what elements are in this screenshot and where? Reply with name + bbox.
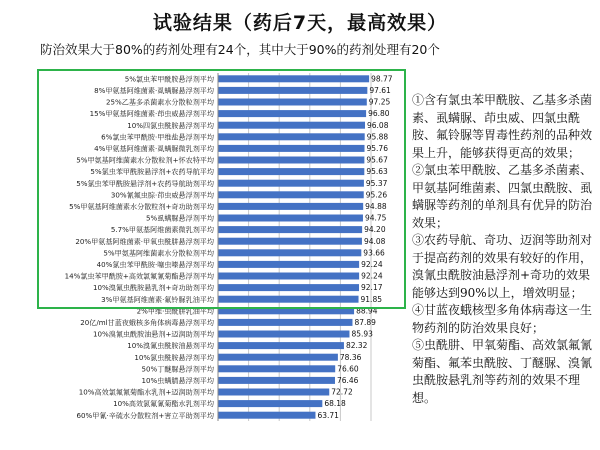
bar	[218, 238, 362, 245]
bar	[218, 99, 367, 106]
note-4: ④甘蓝夜蛾核型多角体病毒这一生物药剂的防治效果良好；	[412, 303, 593, 335]
data-label: 95.26	[365, 190, 388, 200]
data-label: 94.88	[365, 202, 387, 211]
category-label: 10%高效氯氟氰菊酯水乳剂+迈润助剂平均	[78, 387, 214, 397]
data-label: 96.08	[367, 120, 389, 130]
bar	[218, 296, 359, 303]
data-label: 95.88	[366, 132, 389, 142]
data-label: 85.93	[351, 329, 373, 339]
data-label: 82.32	[345, 341, 368, 351]
data-label: 95.37	[365, 178, 388, 188]
bar	[218, 145, 365, 152]
category-label: 5%甲氨基阿维菌素水分散粒剂+怀农特平均	[76, 155, 214, 165]
category-label: 6%氯虫苯甲酰胺·甲维盐悬浮剂平均	[101, 132, 214, 142]
bar	[218, 412, 315, 419]
category-label: 50%丁醚脲悬浮剂平均	[141, 364, 214, 374]
bar	[218, 342, 344, 349]
category-label: 10%高效氯氟氰菊酯水乳剂平均	[113, 399, 214, 409]
bar	[218, 133, 365, 140]
category-label: 3%甲氨基阿维菌素·氟铃脲乳油平均	[101, 294, 214, 304]
category-label: 2%甲维·虫酰肼乳油平均	[136, 306, 214, 316]
category-label: 5%甲氨基阿维菌素水分散粒剂平均	[103, 248, 214, 258]
bar	[218, 122, 365, 129]
bar	[218, 389, 329, 396]
note-3: ③农药导航、奇功、迈润等助剂对于提高药剂的效果有较好的作用，溴氰虫酰胺油悬浮剂+奇功的效果能够达到90%以上，增效明显；	[412, 233, 593, 300]
data-label: 95.76	[366, 144, 388, 153]
bar	[218, 400, 322, 407]
data-label: 92.24	[361, 271, 383, 281]
bar	[218, 110, 366, 117]
bar	[218, 377, 335, 384]
bar	[218, 284, 359, 291]
category-label: 10%氯虫酰胺悬浮剂平均	[134, 352, 214, 362]
data-label: 76.60	[337, 364, 359, 374]
category-label: 5%氯虫苯甲酰胺悬浮剂+农药导航平均	[90, 167, 214, 177]
bar	[218, 365, 335, 372]
bar	[218, 273, 359, 280]
data-label: 87.89	[354, 318, 376, 327]
category-label: 5%甲氨基阿维菌素水分散粒剂+奇功助剂平均	[69, 202, 214, 211]
data-label: 97.25	[368, 97, 391, 107]
page-subtitle: 防治效果大于80%的药剂处理有24个，其中大于90%的药剂处理有20个	[40, 42, 440, 57]
note-5: ⑤虫酰肼、甲氧菊酯、高效氯氟氰菊酯、氟苯虫酰胺、丁醚脲、溴氰虫酰胺悬乳剂等药剂的效果不理想。	[412, 338, 593, 405]
category-label: 5%虱螨脲悬浮剂平均	[145, 213, 214, 223]
data-label: 94.20	[364, 225, 386, 235]
category-label: 40%氯虫苯甲酰胺·噻虫嗪悬浮剂平均	[96, 260, 214, 269]
category-label: 10%溴氰虫酰胺油悬剂+迈润助剂平均	[92, 329, 214, 339]
category-label: 10%四氯虫酰胺悬浮剂平均	[127, 120, 214, 130]
data-label: 96.80	[368, 109, 390, 119]
bar	[218, 261, 359, 268]
bar	[218, 191, 364, 198]
data-label: 93.66	[363, 248, 385, 258]
category-label: 10%虫螨腈悬浮剂平均	[141, 376, 214, 385]
category-label: 20亿/ml甘蓝夜蛾核多角体病毒悬浮剂平均	[80, 318, 214, 327]
note-2: ②氯虫苯甲酰胺、乙基多杀菌素、甲氨基阿维菌素、四氯虫酰胺、虱螨脲等药剂的单剂具有优异的防治效果；	[412, 163, 593, 230]
category-label: 4%甲氨基阿维菌素·虱螨脲微乳剂平均	[94, 144, 214, 153]
category-label: 14%氯虫苯甲酰胺+高效氯氟氰菊酯悬浮剂平均	[64, 271, 214, 281]
category-label: 15%甲氨基阿维菌素·茚虫威悬浮剂平均	[89, 109, 214, 119]
category-label: 5.7%甲氨基阿维菌素微乳剂平均	[110, 225, 214, 235]
category-label: 20%甲氨基阿维菌素·甲氧虫酰肼悬浮剂平均	[75, 236, 214, 246]
data-label: 91.85	[360, 294, 383, 304]
bar	[218, 319, 352, 326]
bar	[218, 87, 367, 94]
category-label: 60%甲氰·辛硫水分散粒剂+害立平助剂平均	[76, 410, 214, 420]
bar	[218, 215, 363, 222]
category-label: 10%溴氰虫酰胺悬乳剂+奇功助剂平均	[92, 283, 214, 293]
data-label: 98.77	[371, 74, 393, 84]
bar	[218, 331, 349, 338]
category-label: 10%溴氰虫酰胺油悬剂平均	[127, 341, 214, 351]
conclusion-notes	[412, 92, 600, 407]
data-label: 95.63	[366, 167, 388, 177]
data-label: 97.61	[369, 86, 391, 95]
bar	[218, 226, 362, 233]
bar	[218, 354, 338, 361]
bar	[218, 203, 363, 210]
data-label: 92.24	[361, 260, 383, 269]
bar	[218, 180, 364, 187]
data-label: 68.18	[324, 399, 346, 409]
data-label: 95.67	[366, 155, 388, 165]
bar	[218, 168, 364, 175]
bar	[218, 75, 369, 82]
data-label: 76.46	[336, 376, 359, 385]
data-label: 94.08	[363, 236, 386, 246]
bar	[218, 249, 361, 256]
data-label: 94.75	[364, 213, 387, 223]
data-label: 88.94	[356, 306, 378, 316]
bar	[218, 157, 364, 164]
category-label: 30%氰氟虫腙·茚虫威悬浮剂平均	[110, 190, 214, 200]
category-label: 25%乙基多杀菌素水分散粒剂平均	[106, 97, 214, 107]
data-label: 78.36	[339, 352, 362, 362]
category-label: 5%氯虫苯甲酰胺悬浮剂平均	[124, 74, 214, 84]
note-1: ①含有氯虫苯甲酰胺、乙基多杀菌素、虱螨脲、茚虫威、四氯虫酰胺、氟铃脲等胃毒性药剂的品种效果上升，能够获得更高的效果；	[412, 93, 593, 160]
page-title: 试验结果（药后7天，最高效果）	[152, 12, 448, 34]
data-label: 92.17	[361, 283, 383, 293]
category-label: 5%氯虫苯甲酰胺悬浮剂+农药导航助剂平均	[76, 178, 214, 188]
data-label: 63.71	[317, 410, 339, 420]
category-label: 8%甲氨基阿维菌素·虱螨脲悬浮剂平均	[94, 86, 214, 95]
data-label: 72.72	[331, 387, 353, 397]
